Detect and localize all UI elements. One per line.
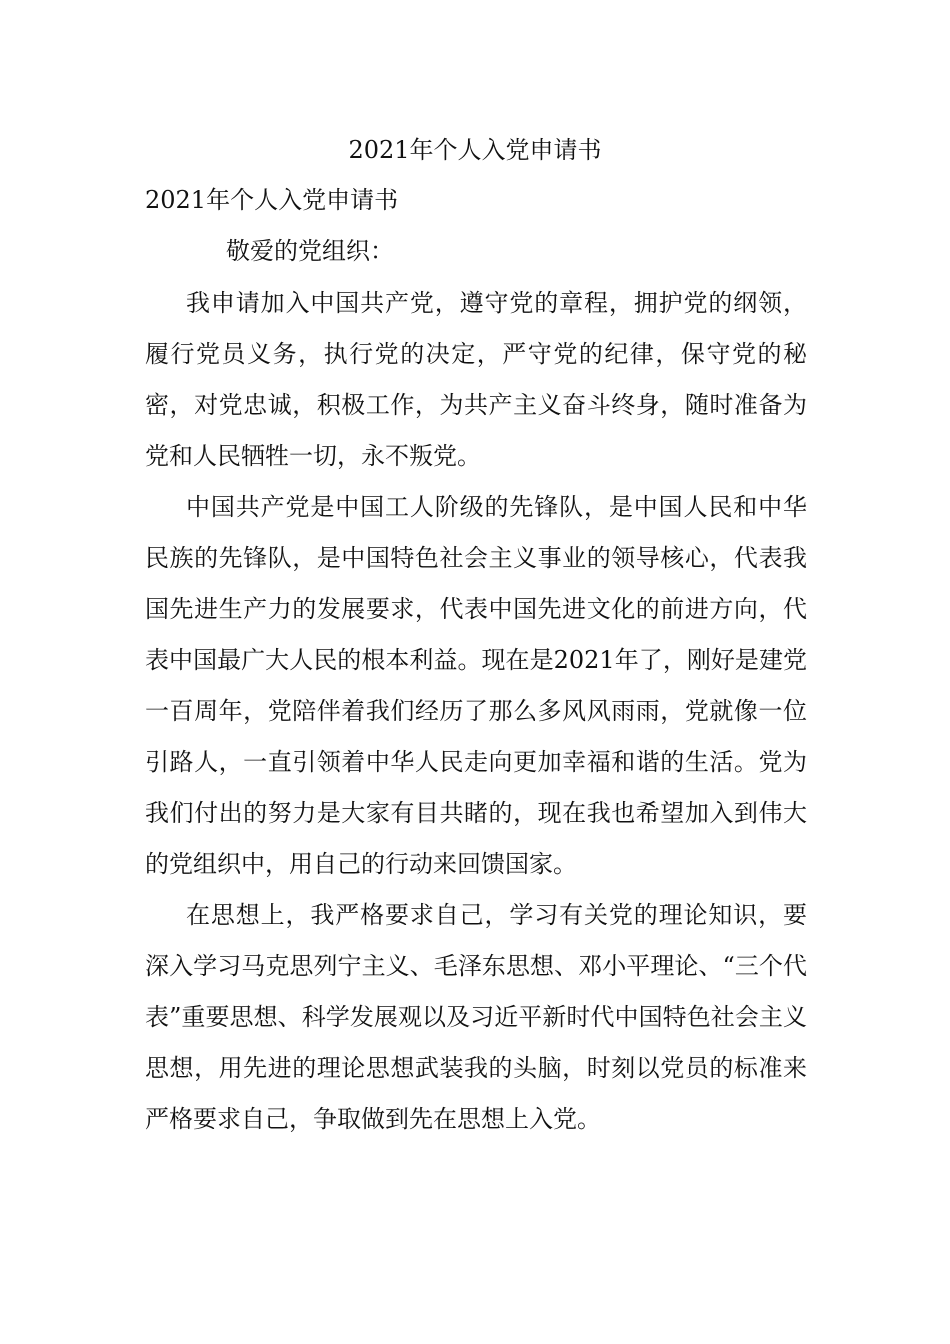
document-subtitle: 2021年个人入党申请书 [145,186,399,214]
paragraph-party-description: 中国共产党是中国工人阶级的先锋队，是中国人民和中华民族的先锋队，是中国特色社会主义事业的领导核心，代表我国先进生产力的发展要求，代表中国先进文化的前进方向，代表中国最广大人民的根本利益。现在是2021年了，刚好是建党一百周年，党陪伴着我们经历了那么多风风雨雨，党就像一位引路人，一直引领着中华人民走向更加幸福和谐的生活。党为我们付出的努力是大家有目共睹的，现在我也希望加入到伟大的党组织中，用自己的行动来回馈国家。 [145,493,807,878]
paragraph-oath: 我申请加入中国共产党，遵守党的章程，拥护党的纲领，履行党员义务，执行党的决定，严守党的纪律，保守党的秘密，对党忠诚，积极工作，为共产主义奋斗终身，随时准备为党和人民牺牲一切，永不叛党。 [145,289,807,470]
document-body [145,278,807,1145]
document-title: 2021年个人入党申请书 [348,136,602,164]
paragraph-ideology: 在思想上，我严格要求自己，学习有关党的理论知识，要深入学习马克思列宁主义、毛泽东思想、邓小平理论、“三个代表”重要思想、科学发展观以及习近平新时代中国特色社会主义思想，用先进的理论思想武装我的头脑，时刻以党员的标准来严格要求自己，争取做到先在思想上入党。 [145,901,807,1133]
salutation: 敬爱的党组织： [226,237,394,265]
